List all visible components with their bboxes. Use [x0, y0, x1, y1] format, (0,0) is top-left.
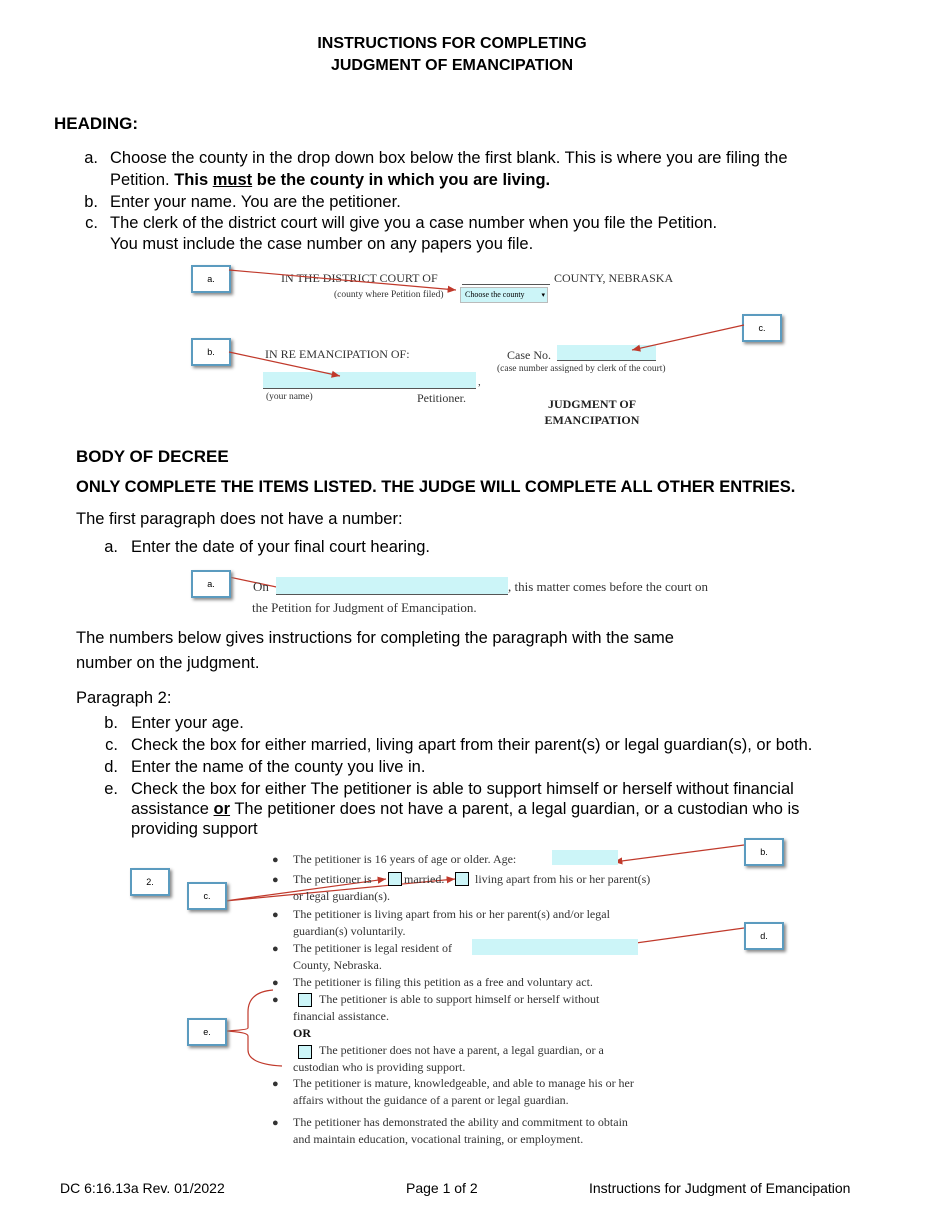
your-name-note: (your name): [266, 392, 313, 402]
mature-line2: affairs without the guidance of a parent or legal guardian.: [293, 1093, 569, 1107]
matter-text: , this matter comes before the court on: [508, 579, 708, 594]
married-label: married.: [404, 872, 445, 886]
voluntary-line2: guardian(s) voluntarily.: [293, 924, 406, 938]
in-re-label: IN RE EMANCIPATION OF:: [265, 347, 410, 361]
footer-page-number: Page 1 of 2: [406, 1180, 478, 1196]
judgment-title-line2: EMANCIPATION: [544, 413, 640, 427]
bullet: ●: [272, 854, 279, 866]
bullet: ●: [272, 994, 279, 1006]
para2-e-line2-post: The petitioner does not have a parent, a legal guardian, or a custodian who is: [230, 800, 800, 818]
para2-c-marker: c.: [105, 736, 118, 754]
callout-c: c.: [742, 314, 782, 342]
para2-e-line2: [131, 799, 799, 820]
hearing-date-field[interactable]: [276, 577, 508, 595]
ability-line1: The petitioner has demonstrated the ability and commitment to obtain: [293, 1115, 628, 1129]
judgment-excerpt: [262, 845, 702, 1145]
no-parent-line1: The petitioner does not have a parent, a legal guardian, or a: [319, 1043, 604, 1057]
footer-form-number: DC 6:16.13a Rev. 01/2022: [60, 1180, 225, 1196]
bullet: ●: [272, 943, 279, 955]
callout-a: a.: [191, 265, 231, 293]
para2-e-line3: providing support: [131, 820, 258, 838]
judgment-title-line1: JUDGMENT OF: [547, 397, 637, 411]
case-note: (case number assigned by clerk of the court): [497, 364, 666, 374]
county-nebraska: County, Nebraska.: [293, 958, 382, 972]
living-apart-label: living apart from his or her parent(s): [475, 872, 651, 886]
heading-b-text: Enter your name. You are the petitioner.: [110, 193, 401, 211]
arrow-b-to-name: [229, 352, 340, 376]
legal-guardians-text: or legal guardian(s).: [293, 889, 390, 903]
no-parent-line2: custodian who is providing support.: [293, 1060, 466, 1074]
support-line2: financial assistance.: [293, 1009, 389, 1023]
para2-e-line2-pre: assistance: [131, 800, 214, 818]
free-act-text: The petitioner is filing this petition as a free and voluntary act.: [293, 975, 593, 989]
age-statement: The petitioner is 16 years of age or older. Age:: [293, 852, 517, 866]
county-note: (county where Petition filed): [334, 290, 444, 300]
page-title-line-2: JUDGMENT OF EMANCIPATION: [330, 57, 574, 74]
bullet: ●: [272, 1078, 279, 1090]
heading-a-marker: a.: [84, 149, 98, 167]
voluntary-line1: The petitioner is living apart from his or her parent(s) and/or legal: [293, 907, 610, 921]
bullet: ●: [272, 874, 279, 886]
mature-line1: The petitioner is mature, knowledgeable, and able to manage his or her: [293, 1076, 634, 1090]
bullet: ●: [272, 909, 279, 921]
heading-a-petition: Petition.: [110, 171, 170, 189]
heading-b-marker: b.: [84, 193, 98, 211]
numbers-line-1: The numbers below gives instructions for completing the paragraph with the same: [76, 629, 674, 647]
married-checkbox[interactable]: [388, 872, 402, 886]
dropdown-arrow-icon: ▾: [541, 291, 545, 299]
para2-b-text: Enter your age.: [131, 714, 244, 732]
para2-b-marker: b.: [104, 714, 118, 732]
bullet: ●: [272, 977, 279, 989]
callout-a-date: a.: [191, 570, 231, 598]
heading-c-line2: You must include the case number on any papers you file.: [110, 235, 534, 253]
ability-line2: and maintain education, vocational training, or employment.: [293, 1132, 584, 1146]
court-prefix: IN THE DISTRICT COURT OF: [281, 271, 438, 285]
resident-county-field[interactable]: [472, 939, 638, 955]
heading-c-line1: The clerk of the district court will give you a case number when you file the Petition.: [110, 214, 718, 232]
callout-2: 2.: [130, 868, 170, 896]
petitioner-label: Petitioner.: [417, 391, 466, 405]
resident-text: The petitioner is legal resident of: [293, 941, 452, 955]
no-parent-checkbox[interactable]: [298, 1045, 312, 1059]
heading-a-bold-pre: This: [174, 171, 213, 189]
age-field[interactable]: [552, 850, 618, 865]
support-checkbox[interactable]: [298, 993, 312, 1007]
callout-d-county: d.: [744, 922, 784, 950]
para2-e-line1: Check the box for either The petitioner is able to support himself or herself without financial: [131, 780, 794, 798]
heading-c-marker: c.: [85, 214, 98, 232]
name-comma: ,: [478, 376, 481, 388]
married-pre: The petitioner is: [293, 872, 372, 886]
para2-e-or: or: [213, 800, 231, 818]
heading-a-bold-post: be the county in which you are living.: [252, 171, 551, 189]
case-no-label: Case No.: [507, 348, 551, 362]
para2-c-text: Check the box for either married, living apart from their parent(s) or legal guardian(s), or both.: [131, 736, 813, 754]
body-a-text: Enter the date of your final court hearing.: [131, 538, 431, 556]
or-label: OR: [293, 1026, 311, 1040]
petition-text: the Petition for Judgment of Emancipation.: [252, 600, 477, 615]
on-label: On: [253, 579, 269, 594]
arrow-c-to-case: [632, 325, 744, 350]
county-dropdown-value: Choose the county: [465, 290, 525, 299]
callout-b-age: b.: [744, 838, 784, 866]
footer-document-title: Instructions for Judgment of Emancipation: [589, 1180, 851, 1196]
callout-c-married: c.: [187, 882, 227, 910]
heading-a-line1: Choose the county in the drop down box below the first blank. This is where you are filing the: [110, 149, 788, 167]
arrow-a-to-dropdown: [229, 270, 456, 290]
callout-e: e.: [187, 1018, 227, 1046]
living-apart-checkbox[interactable]: [455, 872, 469, 886]
page-title-line-1: INSTRUCTIONS FOR COMPLETING: [317, 35, 587, 52]
para2-d-marker: d.: [104, 758, 118, 776]
county-state: COUNTY, NEBRASKA: [554, 271, 674, 285]
first-paragraph-note: The first paragraph does not have a number:: [76, 510, 403, 528]
heading-label: HEADING:: [54, 114, 139, 133]
callout-b: b.: [191, 338, 231, 366]
only-complete-note: ONLY COMPLETE THE ITEMS LISTED. THE JUDGE WILL COMPLETE ALL OTHER ENTRIES.: [76, 478, 796, 496]
body-a-marker: a.: [104, 538, 118, 556]
bullet: ●: [272, 1117, 279, 1129]
para2-d-text: Enter the name of the county you live in.: [131, 758, 426, 776]
support-line1: The petitioner is able to support himself or herself without: [319, 992, 600, 1006]
heading-a-must: must: [212, 171, 253, 189]
body-label: BODY OF DECREE: [76, 447, 229, 466]
numbers-line-2: number on the judgment.: [76, 654, 260, 672]
paragraph-2-label: Paragraph 2:: [76, 689, 172, 707]
para2-e-marker: e.: [104, 780, 118, 798]
